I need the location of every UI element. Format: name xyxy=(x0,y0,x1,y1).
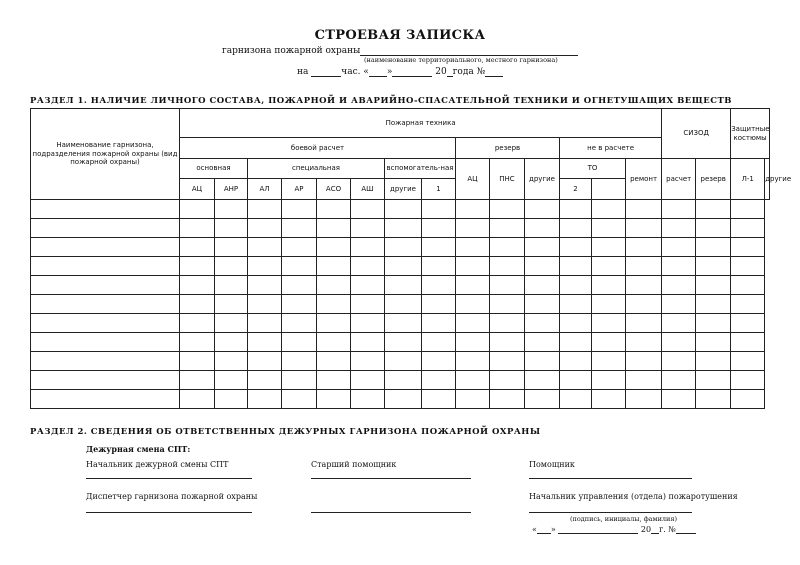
shift-chief-line[interactable] xyxy=(86,478,252,479)
table-cell[interactable] xyxy=(456,352,490,371)
table-cell[interactable] xyxy=(385,219,422,238)
table-cell[interactable] xyxy=(560,200,592,219)
table-cell[interactable] xyxy=(31,371,180,390)
table-cell[interactable] xyxy=(626,371,662,390)
table-cell[interactable] xyxy=(731,390,765,409)
header-fire-equipment: Пожарная техника xyxy=(180,109,662,138)
table-cell[interactable] xyxy=(317,295,351,314)
table-cell[interactable] xyxy=(180,200,215,219)
table-cell[interactable] xyxy=(731,314,765,333)
table-cell[interactable] xyxy=(282,352,317,371)
table-cell[interactable] xyxy=(215,371,248,390)
table-cell[interactable] xyxy=(560,390,592,409)
table-cell[interactable] xyxy=(385,371,422,390)
table-cell[interactable] xyxy=(662,333,696,352)
table-cell[interactable] xyxy=(490,314,525,333)
document-number-field[interactable] xyxy=(485,76,503,77)
table-cell[interactable] xyxy=(525,371,560,390)
shift-chief-label: Начальник дежурной смены СПТ xyxy=(86,460,229,469)
table-cell[interactable] xyxy=(248,200,282,219)
table-cell[interactable] xyxy=(490,333,525,352)
section2-year-text: 20 xyxy=(640,525,652,534)
table-cell[interactable] xyxy=(490,371,525,390)
table-cell[interactable] xyxy=(592,390,626,409)
table-cell[interactable] xyxy=(317,371,351,390)
table-cell[interactable] xyxy=(560,371,592,390)
header-repair: ремонт xyxy=(626,159,662,200)
table-cell[interactable] xyxy=(282,314,317,333)
table-cell[interactable] xyxy=(317,352,351,371)
header-reserve-other: другие xyxy=(525,159,560,200)
table-cell[interactable] xyxy=(282,276,317,295)
date-month-field[interactable] xyxy=(392,76,432,77)
table-cell[interactable] xyxy=(351,219,385,238)
table-cell[interactable] xyxy=(351,295,385,314)
dispatcher-line[interactable] xyxy=(86,512,252,513)
table-cell[interactable] xyxy=(731,219,765,238)
table-cell[interactable] xyxy=(731,257,765,276)
date-prefix: на xyxy=(297,67,309,77)
table-cell[interactable] xyxy=(525,238,560,257)
table-cell[interactable] xyxy=(180,219,215,238)
table-cell[interactable] xyxy=(525,257,560,276)
table-cell[interactable] xyxy=(282,238,317,257)
table-cell[interactable] xyxy=(248,276,282,295)
table-row xyxy=(31,390,770,409)
header-reserve: резерв xyxy=(456,138,560,159)
table-cell[interactable] xyxy=(696,295,731,314)
table-cell[interactable] xyxy=(317,200,351,219)
table-cell[interactable] xyxy=(662,257,696,276)
table-cell[interactable] xyxy=(31,390,180,409)
table-cell[interactable] xyxy=(696,390,731,409)
table-cell[interactable] xyxy=(31,314,180,333)
table-cell[interactable] xyxy=(525,219,560,238)
table-cell[interactable] xyxy=(592,371,626,390)
table-cell[interactable] xyxy=(626,352,662,371)
header-to-1: 1 xyxy=(422,179,456,200)
table-cell[interactable] xyxy=(662,352,696,371)
table-cell[interactable] xyxy=(180,333,215,352)
table-cell[interactable] xyxy=(490,390,525,409)
table-cell[interactable] xyxy=(696,238,731,257)
table-cell[interactable] xyxy=(31,333,180,352)
header-reserve-pns: ПНС xyxy=(490,159,525,200)
section2-number-field[interactable] xyxy=(676,533,696,534)
table-cell[interactable] xyxy=(180,295,215,314)
table-cell[interactable] xyxy=(317,276,351,295)
table-cell[interactable] xyxy=(282,390,317,409)
header-special: специальная xyxy=(248,159,385,179)
table-cell[interactable] xyxy=(560,219,592,238)
section2-heading: РАЗДЕЛ 2. СВЕДЕНИЯ ОБ ОТВЕТСТВЕННЫХ ДЕЖУРНЫХ ГАРНИЗОНА ПОЖАРНОЙ ОХРАНЫ xyxy=(30,427,541,437)
table-cell[interactable] xyxy=(592,333,626,352)
table-cell[interactable] xyxy=(385,257,422,276)
header-ash: АШ xyxy=(351,179,385,200)
table-cell[interactable] xyxy=(31,238,180,257)
table-cell[interactable] xyxy=(282,371,317,390)
table-cell[interactable] xyxy=(696,371,731,390)
dispatcher-signature-line[interactable] xyxy=(311,512,471,513)
table-row xyxy=(31,333,770,352)
table-cell[interactable] xyxy=(696,200,731,219)
table-cell[interactable] xyxy=(422,390,456,409)
header-to: ТО xyxy=(560,159,626,179)
table-cell[interactable] xyxy=(215,219,248,238)
table-cell[interactable] xyxy=(696,257,731,276)
assistant-label: Помощник xyxy=(529,460,575,469)
table-cell[interactable] xyxy=(215,295,248,314)
header-combat-crew: боевой расчет xyxy=(180,138,456,159)
table-cell[interactable] xyxy=(422,314,456,333)
table-cell[interactable] xyxy=(456,390,490,409)
table-cell[interactable] xyxy=(560,333,592,352)
table-cell[interactable] xyxy=(662,276,696,295)
table-cell[interactable] xyxy=(456,295,490,314)
table-row xyxy=(31,295,770,314)
table-cell[interactable] xyxy=(215,200,248,219)
date-time-field[interactable] xyxy=(311,76,341,77)
date-day-field[interactable] xyxy=(369,76,387,77)
header-auxiliary: вспомогатель-ная xyxy=(385,159,456,179)
table-cell[interactable] xyxy=(422,295,456,314)
table-row xyxy=(31,276,770,295)
assistant-line[interactable] xyxy=(529,478,692,479)
table-cell[interactable] xyxy=(422,352,456,371)
table-cell[interactable] xyxy=(592,276,626,295)
table-cell[interactable] xyxy=(351,352,385,371)
table-cell[interactable] xyxy=(592,238,626,257)
table-cell[interactable] xyxy=(560,314,592,333)
table-cell[interactable] xyxy=(248,295,282,314)
header-main: основная xyxy=(180,159,248,179)
section2-date-open: « xyxy=(532,525,537,534)
table-cell[interactable] xyxy=(31,257,180,276)
header-aso: АСО xyxy=(317,179,351,200)
table-cell[interactable] xyxy=(31,352,180,371)
header-l1: Л-1 xyxy=(731,159,765,200)
table-cell[interactable] xyxy=(351,390,385,409)
table-cell[interactable] xyxy=(592,200,626,219)
table-cell[interactable] xyxy=(592,219,626,238)
table-cell[interactable] xyxy=(456,219,490,238)
table-cell[interactable] xyxy=(456,257,490,276)
table-cell[interactable] xyxy=(385,352,422,371)
garrison-label: гарнизона пожарной охраны xyxy=(222,46,361,56)
table-cell[interactable] xyxy=(626,219,662,238)
table-cell[interactable] xyxy=(422,200,456,219)
table-cell[interactable] xyxy=(317,238,351,257)
table-cell[interactable] xyxy=(385,200,422,219)
table-cell[interactable] xyxy=(180,314,215,333)
table-cell[interactable] xyxy=(490,352,525,371)
table-cell[interactable] xyxy=(351,333,385,352)
table-cell[interactable] xyxy=(592,257,626,276)
table-cell[interactable] xyxy=(696,352,731,371)
table-cell[interactable] xyxy=(31,200,180,219)
table-row xyxy=(31,200,770,219)
table-cell[interactable] xyxy=(282,333,317,352)
table-cell[interactable] xyxy=(662,371,696,390)
table-cell[interactable] xyxy=(215,276,248,295)
header-ac: АЦ xyxy=(180,179,215,200)
table-cell[interactable] xyxy=(731,200,765,219)
table-cell[interactable] xyxy=(456,314,490,333)
table-cell[interactable] xyxy=(317,219,351,238)
table-cell[interactable] xyxy=(626,200,662,219)
table-cell[interactable] xyxy=(422,276,456,295)
table-cell[interactable] xyxy=(385,276,422,295)
table-cell[interactable] xyxy=(422,219,456,238)
header-crew: расчет xyxy=(662,159,696,200)
table-cell[interactable] xyxy=(592,352,626,371)
table-cell[interactable] xyxy=(215,390,248,409)
table-cell[interactable] xyxy=(490,276,525,295)
table-cell[interactable] xyxy=(592,314,626,333)
table-cell[interactable] xyxy=(456,333,490,352)
date-year-suffix: года № xyxy=(452,67,486,77)
table-cell[interactable] xyxy=(662,295,696,314)
table-cell[interactable] xyxy=(662,314,696,333)
shift-heading: Дежурная смена СПТ: xyxy=(86,444,191,454)
header-al: АЛ xyxy=(248,179,282,200)
table-cell[interactable] xyxy=(490,200,525,219)
table-cell[interactable] xyxy=(215,257,248,276)
section1-table xyxy=(30,108,792,409)
table-cell[interactable] xyxy=(525,333,560,352)
table-cell[interactable] xyxy=(525,314,560,333)
table-cell[interactable] xyxy=(525,352,560,371)
section2-year-field[interactable] xyxy=(651,533,659,534)
table-cell[interactable] xyxy=(385,333,422,352)
section2-date-close: » xyxy=(550,525,556,534)
table-cell[interactable] xyxy=(731,238,765,257)
table-cell[interactable] xyxy=(248,257,282,276)
table-cell[interactable] xyxy=(31,219,180,238)
table-cell[interactable] xyxy=(248,371,282,390)
table-cell[interactable] xyxy=(560,295,592,314)
section2-day-field[interactable] xyxy=(537,533,551,534)
table-cell[interactable] xyxy=(662,219,696,238)
table-cell[interactable] xyxy=(215,333,248,352)
table-cell[interactable] xyxy=(351,200,385,219)
table-cell[interactable] xyxy=(626,314,662,333)
header-aux-other: другие xyxy=(385,179,422,200)
table-cell[interactable] xyxy=(662,390,696,409)
table-cell[interactable] xyxy=(560,238,592,257)
head-signature-line[interactable] xyxy=(529,512,692,513)
table-cell[interactable] xyxy=(626,257,662,276)
table-cell[interactable] xyxy=(626,276,662,295)
table-cell[interactable] xyxy=(215,352,248,371)
dispatcher-label: Диспетчер гарнизона пожарной охраны xyxy=(86,492,258,501)
table-cell[interactable] xyxy=(31,295,180,314)
senior-assistant-line[interactable] xyxy=(311,478,471,479)
date-year-text: 20 xyxy=(435,67,447,77)
garrison-hint: (наименование территориального, местного гарнизона) xyxy=(364,56,558,64)
table-cell[interactable] xyxy=(31,276,180,295)
table-cell[interactable] xyxy=(385,295,422,314)
table-cell[interactable] xyxy=(180,238,215,257)
header-name-column: Наименование гарнизона, подразделения пожарной охраны (вид пожарной охраны) xyxy=(31,109,180,200)
table-cell[interactable] xyxy=(456,200,490,219)
head-of-department-label: Начальник управления (отдела) пожаротушения xyxy=(529,492,738,501)
table-cell[interactable] xyxy=(248,238,282,257)
garrison-line xyxy=(222,46,578,56)
table-cell[interactable] xyxy=(560,257,592,276)
table-body xyxy=(31,200,770,409)
table-cell[interactable] xyxy=(490,238,525,257)
table-cell[interactable] xyxy=(282,219,317,238)
table-cell[interactable] xyxy=(180,276,215,295)
table-cell[interactable] xyxy=(422,257,456,276)
table-cell[interactable] xyxy=(525,276,560,295)
table-cell[interactable] xyxy=(351,238,385,257)
header-anr: АНР xyxy=(215,179,248,200)
header-protective-suits: Защитные костюмы xyxy=(731,109,770,159)
table-cell[interactable] xyxy=(282,200,317,219)
table-cell[interactable] xyxy=(248,352,282,371)
table-cell[interactable] xyxy=(731,352,765,371)
table-cell[interactable] xyxy=(422,371,456,390)
header-sizod-reserve: резерв xyxy=(696,159,731,200)
table-cell[interactable] xyxy=(731,295,765,314)
table-cell[interactable] xyxy=(180,390,215,409)
table-cell[interactable] xyxy=(422,333,456,352)
section2-month-field[interactable] xyxy=(558,533,638,534)
table-cell[interactable] xyxy=(180,371,215,390)
table-cell[interactable] xyxy=(560,276,592,295)
table-row xyxy=(31,371,770,390)
header-reserve-ac: АЦ xyxy=(456,159,490,200)
section1-heading: РАЗДЕЛ 1. НАЛИЧИЕ ЛИЧНОГО СОСТАВА, ПОЖАРНОЙ И АВАРИЙНО-СПАСАТЕЛЬНОЙ ТЕХНИКИ И ОГНЕТУШАЩИХ ВЕЩЕСТВ xyxy=(30,96,732,106)
table-cell[interactable] xyxy=(731,371,765,390)
section2-date-suffix: г. № xyxy=(659,525,676,534)
table-cell[interactable] xyxy=(385,390,422,409)
table-cell[interactable] xyxy=(626,333,662,352)
table-cell[interactable] xyxy=(490,295,525,314)
document-title: СТРОЕВАЯ ЗАПИСКА xyxy=(314,28,486,43)
table-cell[interactable] xyxy=(626,295,662,314)
table-cell[interactable] xyxy=(456,371,490,390)
table-cell[interactable] xyxy=(215,238,248,257)
header-sizod: СИЗОД xyxy=(662,109,731,159)
table-cell[interactable] xyxy=(215,314,248,333)
section2-date-line xyxy=(532,525,696,534)
table-cell[interactable] xyxy=(248,333,282,352)
date-line xyxy=(297,67,503,77)
table-cell[interactable] xyxy=(731,276,765,295)
table-cell[interactable] xyxy=(282,257,317,276)
table-row xyxy=(31,352,770,371)
table-cell[interactable] xyxy=(525,390,560,409)
table-cell[interactable] xyxy=(180,257,215,276)
signature-hint: (подпись, инициалы, фамилия) xyxy=(570,515,678,523)
table-cell[interactable] xyxy=(351,257,385,276)
table-cell[interactable] xyxy=(248,314,282,333)
table-cell[interactable] xyxy=(560,352,592,371)
table-cell[interactable] xyxy=(662,238,696,257)
table-row xyxy=(31,314,770,333)
table-cell[interactable] xyxy=(317,333,351,352)
table-cell[interactable] xyxy=(626,390,662,409)
table-cell[interactable] xyxy=(525,200,560,219)
table-cell[interactable] xyxy=(317,390,351,409)
header-suits-other: другие xyxy=(765,159,770,200)
table-cell[interactable] xyxy=(731,333,765,352)
table-cell[interactable] xyxy=(248,219,282,238)
table-cell[interactable] xyxy=(696,276,731,295)
table-cell[interactable] xyxy=(662,200,696,219)
table-cell[interactable] xyxy=(351,276,385,295)
header-to-2: 2 xyxy=(560,179,592,200)
table-cell[interactable] xyxy=(385,314,422,333)
table-cell[interactable] xyxy=(351,314,385,333)
date-hour-text: час. « xyxy=(341,67,369,77)
senior-assistant-label: Старший помощник xyxy=(311,460,397,469)
table-cell[interactable] xyxy=(490,257,525,276)
table-cell[interactable] xyxy=(422,238,456,257)
table-row xyxy=(31,238,770,257)
table-cell[interactable] xyxy=(351,371,385,390)
date-quote-close: » xyxy=(386,67,393,77)
table-row xyxy=(31,257,770,276)
table-cell[interactable] xyxy=(385,238,422,257)
table-cell[interactable] xyxy=(592,295,626,314)
table-cell[interactable] xyxy=(317,314,351,333)
header-ar: АР xyxy=(282,179,317,200)
table-cell[interactable] xyxy=(282,295,317,314)
table-cell[interactable] xyxy=(626,238,662,257)
table-cell[interactable] xyxy=(696,333,731,352)
table-cell[interactable] xyxy=(456,276,490,295)
table-cell[interactable] xyxy=(525,295,560,314)
table-cell[interactable] xyxy=(696,314,731,333)
table-cell[interactable] xyxy=(456,238,490,257)
table-cell[interactable] xyxy=(180,352,215,371)
table-cell[interactable] xyxy=(248,390,282,409)
table-cell[interactable] xyxy=(317,257,351,276)
table-row xyxy=(31,219,770,238)
header-not-in-crew: не в расчете xyxy=(560,138,662,159)
table-cell[interactable] xyxy=(696,219,731,238)
table-cell[interactable] xyxy=(490,219,525,238)
